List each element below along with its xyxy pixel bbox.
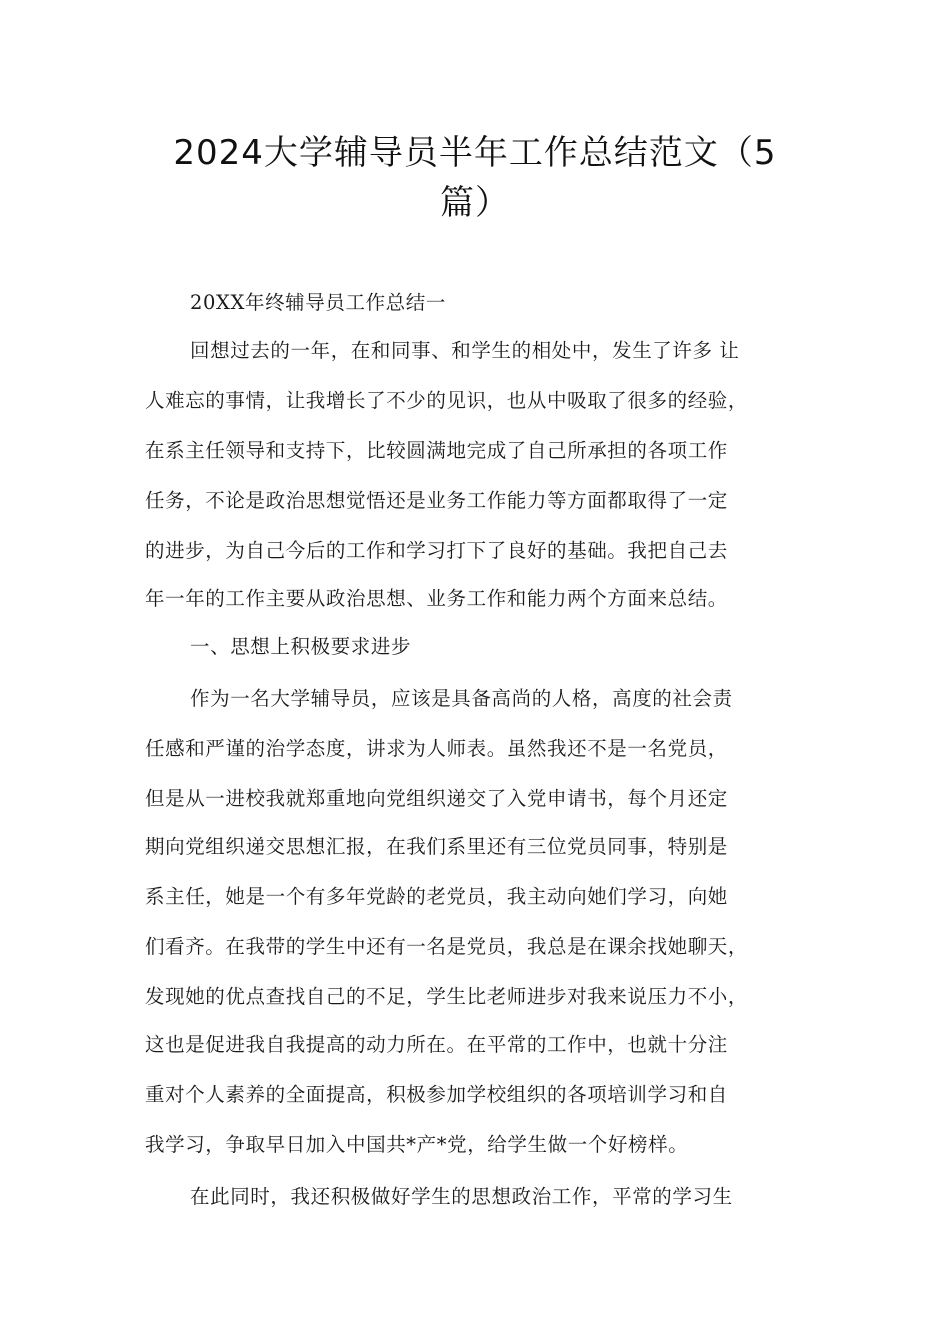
section-heading: 20XX年终辅导员工作总结一 xyxy=(190,291,446,314)
title-line-2: 篇） xyxy=(440,183,510,223)
paragraph-line: 我学习，争取早日加入中国共*产*党，给学生做一个好榜样。 xyxy=(145,1133,689,1156)
paragraph-line: 们看齐。在我带的学生中还有一名是党员，我总是在课余找她聊天， xyxy=(145,935,749,958)
paragraph-line: 但是从一进校我就郑重地向党组织递交了入党申请书，每个月还定 xyxy=(145,787,728,810)
paragraph-line: 任务，不论是政治思想觉悟还是业务工作能力等方面都取得了一定 xyxy=(145,489,728,512)
paragraph-line: 作为一名大学辅导员，应该是具备高尚的人格，高度的社会责 xyxy=(190,687,733,710)
paragraph-line: 回想过去的一年，在和同事、和学生的相处中，发生了许多 让 xyxy=(190,339,740,362)
paragraph-line: 重对个人素养的全面提高，积极参加学校组织的各项培训学习和自 xyxy=(145,1083,728,1106)
paragraph-line: 发现她的优点查找自己的不足，学生比老师进步对我来说压力不小， xyxy=(145,985,749,1008)
subheading: 一、思想上积极要求进步 xyxy=(190,635,412,658)
paragraph-line: 期向党组织递交思想汇报，在我们系里还有三位党员同事，特别是 xyxy=(145,835,728,858)
paragraph-line: 的进步，为自己今后的工作和学习打下了良好的基础。我把自己去 xyxy=(145,539,728,562)
document-title xyxy=(120,128,830,228)
paragraph-line: 人难忘的事情，让我增长了不少的见识，也从中吸取了很多的经验， xyxy=(145,389,749,412)
paragraph-line: 任感和严谨的治学态度，讲求为人师表。虽然我还不是一名党员， xyxy=(145,737,728,760)
paragraph-line: 这也是促进我自我提高的动力所在。在平常的工作中，也就十分注 xyxy=(145,1033,728,1056)
paragraph-line: 系主任，她是一个有多年党龄的老党员，我主动向她们学习，向她 xyxy=(145,885,728,908)
paragraph-line: 在系主任领导和支持下，比较圆满地完成了自己所承担的各项工作 xyxy=(145,439,728,462)
paragraph-line: 年一年的工作主要从政治思想、业务工作和能力两个方面来总结。 xyxy=(145,587,728,610)
title-line-1: 2024大学辅导员半年工作总结范文（5 xyxy=(173,133,777,173)
paragraph-line: 在此同时，我还积极做好学生的思想政治工作，平常的学习生 xyxy=(190,1185,733,1208)
